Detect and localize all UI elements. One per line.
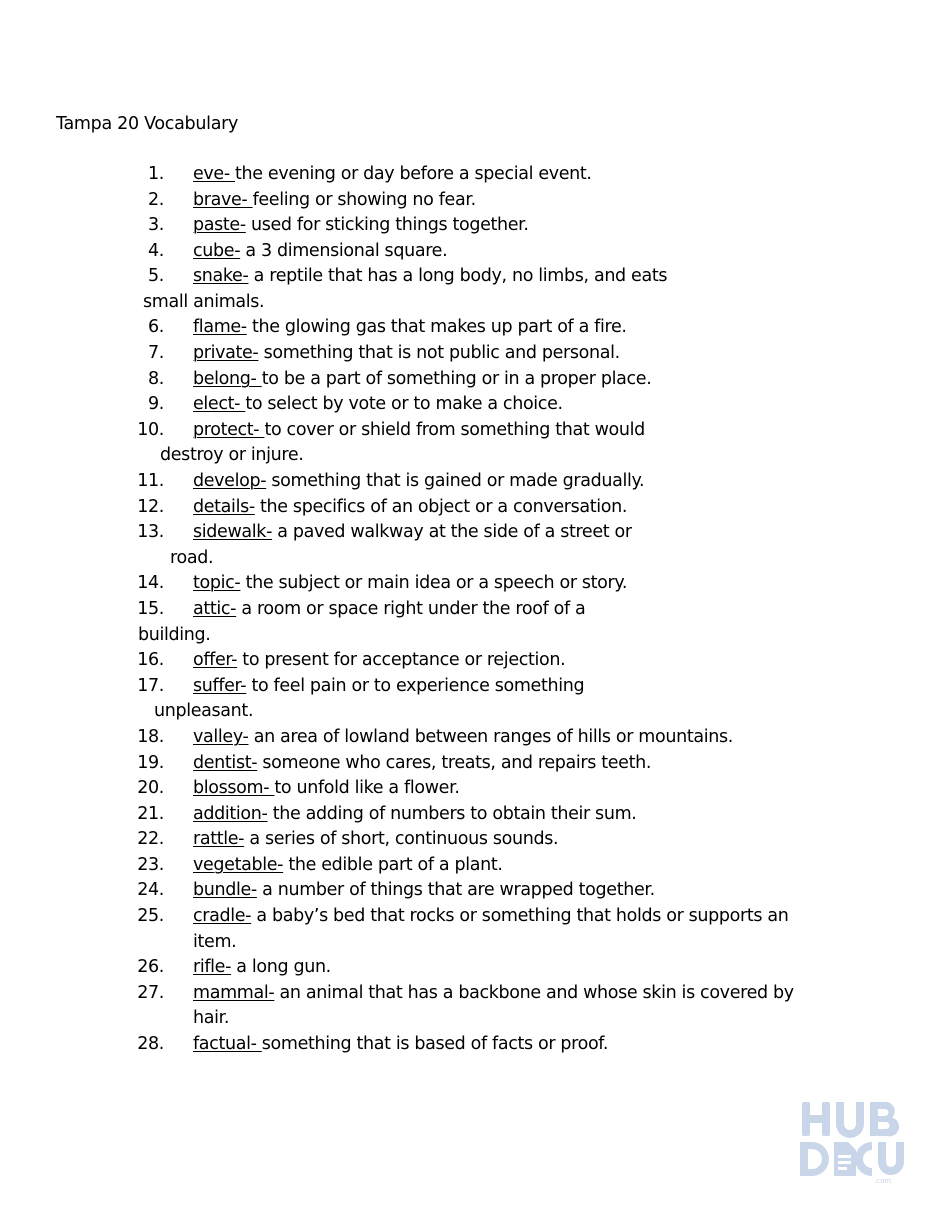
- list-item: [0, 676, 900, 697]
- item-text: [193, 599, 585, 620]
- item-number: 18.: [137, 727, 164, 747]
- list-item: [0, 522, 900, 543]
- list-item: [0, 573, 900, 594]
- definition: to select by vote or to make a choice.: [245, 394, 563, 414]
- item-number: 12.: [137, 497, 164, 517]
- definition-continuation: building.: [138, 625, 211, 645]
- vocab-term: belong-: [193, 369, 262, 389]
- list-item: [0, 1034, 900, 1055]
- definition: someone who cares, treats, and repairs teeth.: [257, 753, 652, 773]
- definition: to present for acceptance or rejection.: [237, 650, 566, 670]
- list-item: [0, 343, 900, 364]
- list-item: [0, 164, 900, 185]
- definition: a long gun.: [231, 957, 331, 977]
- vocab-term: vegetable-: [193, 855, 284, 875]
- list-item: [0, 369, 900, 390]
- definition: a baby’s bed that rocks or something that holds or supports an: [251, 906, 789, 926]
- item-number: 1.: [148, 164, 164, 184]
- page-title: Tampa 20 Vocabulary: [56, 114, 239, 134]
- item-text: [193, 650, 565, 671]
- list-item: [0, 983, 900, 1004]
- vocab-term: blossom-: [193, 778, 275, 798]
- item-continuation: [0, 548, 900, 569]
- list-item: [0, 471, 900, 492]
- vocab-term: suffer-: [193, 676, 247, 696]
- definition: the specifics of an object or a conversation.: [254, 497, 628, 517]
- vocab-term: protect-: [193, 420, 265, 440]
- item-number: 28.: [137, 1034, 164, 1054]
- item-number: 16.: [137, 650, 164, 670]
- item-text: [193, 394, 563, 415]
- list-item: [0, 317, 900, 338]
- list-item: [0, 266, 900, 287]
- item-number: 14.: [137, 573, 164, 593]
- definition: the adding of numbers to obtain their sum.: [267, 804, 637, 824]
- vocab-term: develop-: [193, 471, 267, 491]
- item-text: [193, 778, 460, 799]
- vocab-term: paste-: [193, 215, 246, 235]
- vocab-term: addition-: [193, 804, 268, 824]
- item-text: [193, 190, 476, 211]
- definition-continuation: item.: [193, 932, 237, 952]
- item-number: 27.: [137, 983, 164, 1003]
- definition: the evening or day before a special event.: [235, 164, 592, 184]
- item-number: 25.: [137, 906, 164, 926]
- item-number: 20.: [137, 778, 164, 798]
- item-text: [193, 957, 331, 978]
- list-item: [0, 778, 900, 799]
- vocab-term: topic-: [193, 573, 241, 593]
- item-number: 7.: [148, 343, 164, 363]
- item-number: 9.: [148, 394, 164, 414]
- item-continuation: [0, 292, 900, 313]
- item-continuation: [0, 1008, 900, 1029]
- list-item: [0, 753, 900, 774]
- item-number: 8.: [148, 369, 164, 389]
- list-item: [0, 727, 900, 748]
- definition-continuation: road.: [170, 548, 214, 568]
- item-number: 24.: [137, 880, 164, 900]
- definition: to unfold like a flower.: [274, 778, 460, 798]
- item-text: [193, 676, 584, 697]
- list-item: [0, 599, 900, 620]
- vocab-term: bundle-: [193, 880, 257, 900]
- item-number: 17.: [137, 676, 164, 696]
- item-text: [193, 906, 788, 927]
- list-item: [0, 957, 900, 978]
- definition: something that is based of facts or proof.: [261, 1034, 609, 1054]
- item-number: 23.: [137, 855, 164, 875]
- definition: a paved walkway at the side of a street or: [272, 522, 632, 542]
- vocab-term: dentist-: [193, 753, 258, 773]
- item-text: [193, 241, 447, 262]
- vocab-term: factual-: [193, 1034, 262, 1054]
- definition: a series of short, continuous sounds.: [244, 829, 559, 849]
- watermark-logo: [798, 1098, 906, 1184]
- list-item: [0, 420, 900, 441]
- vocab-term: offer-: [193, 650, 238, 670]
- item-text: [193, 471, 644, 492]
- item-text: [193, 343, 620, 364]
- item-number: 19.: [137, 753, 164, 773]
- item-text: [193, 855, 503, 876]
- vocab-term: cradle-: [193, 906, 252, 926]
- vocab-term: snake-: [193, 266, 249, 286]
- item-text: [193, 215, 529, 236]
- definition-continuation: destroy or injure.: [160, 445, 304, 465]
- item-continuation: [0, 701, 900, 722]
- list-item: [0, 394, 900, 415]
- definition: to be a part of something or in a proper place.: [261, 369, 652, 389]
- vocab-term: eve-: [193, 164, 236, 184]
- list-item: [0, 880, 900, 901]
- vocab-term: cube-: [193, 241, 241, 261]
- list-item: [0, 906, 900, 927]
- item-number: 15.: [137, 599, 164, 619]
- item-number: 11.: [137, 471, 164, 491]
- item-text: [193, 420, 645, 441]
- item-number: 21.: [137, 804, 164, 824]
- item-number: 3.: [148, 215, 164, 235]
- item-text: [193, 522, 632, 543]
- item-text: [193, 880, 655, 901]
- item-continuation: [0, 625, 900, 646]
- list-item: [0, 829, 900, 850]
- item-continuation: [0, 932, 900, 953]
- svg-text:.com: .com: [874, 1177, 892, 1184]
- definition: used for sticking things together.: [245, 215, 529, 235]
- definition: a reptile that has a long body, no limbs, and eats: [248, 266, 668, 286]
- definition: the glowing gas that makes up part of a fire.: [246, 317, 627, 337]
- vocab-term: brave-: [193, 190, 253, 210]
- vocab-term: rifle-: [193, 957, 232, 977]
- definition-continuation: unpleasant.: [154, 701, 254, 721]
- list-item: [0, 855, 900, 876]
- definition: an area of lowland between ranges of hills or mountains.: [248, 727, 733, 747]
- item-number: 10.: [137, 420, 164, 440]
- item-number: 5.: [148, 266, 164, 286]
- list-item: [0, 497, 900, 518]
- list-item: [0, 804, 900, 825]
- definition-continuation: hair.: [193, 1008, 230, 1028]
- list-item: [0, 190, 900, 211]
- vocab-term: sidewalk-: [193, 522, 273, 542]
- definition: something that is gained or made gradually.: [266, 471, 645, 491]
- list-item: [0, 215, 900, 236]
- list-item: [0, 241, 900, 262]
- vocab-term: details-: [193, 497, 255, 517]
- item-number: 2.: [148, 190, 164, 210]
- list-item: [0, 650, 900, 671]
- item-text: [193, 829, 558, 850]
- vocab-term: flame-: [193, 317, 247, 337]
- item-text: [193, 804, 636, 825]
- vocab-term: elect-: [193, 394, 246, 414]
- item-number: 13.: [137, 522, 164, 542]
- definition: a room or space right under the roof of a: [236, 599, 586, 619]
- definition: an animal that has a backbone and whose skin is covered by: [274, 983, 794, 1003]
- item-number: 4.: [148, 241, 164, 261]
- item-number: 26.: [137, 957, 164, 977]
- definition: feeling or showing no fear.: [252, 190, 476, 210]
- vocab-term: mammal-: [193, 983, 275, 1003]
- definition: a number of things that are wrapped together.: [256, 880, 655, 900]
- definition: to cover or shield from something that would: [264, 420, 645, 440]
- item-continuation: [0, 445, 900, 466]
- item-text: [193, 1034, 608, 1055]
- item-text: [193, 164, 592, 185]
- item-text: [193, 317, 627, 338]
- vocab-term: attic-: [193, 599, 237, 619]
- definition-continuation: small animals.: [143, 292, 265, 312]
- item-text: [193, 497, 627, 518]
- definition: a 3 dimensional square.: [240, 241, 448, 261]
- item-text: [193, 266, 667, 287]
- definition: to feel pain or to experience something: [246, 676, 585, 696]
- item-text: [193, 369, 651, 390]
- item-number: 6.: [148, 317, 164, 337]
- vocab-term: rattle-: [193, 829, 245, 849]
- item-text: [193, 983, 794, 1004]
- item-text: [193, 573, 627, 594]
- definition: the edible part of a plant.: [283, 855, 503, 875]
- vocab-term: private-: [193, 343, 259, 363]
- definition: the subject or main idea or a speech or story.: [240, 573, 628, 593]
- item-text: [193, 753, 651, 774]
- vocab-term: valley-: [193, 727, 249, 747]
- item-text: [193, 727, 733, 748]
- item-number: 22.: [137, 829, 164, 849]
- definition: something that is not public and personal.: [258, 343, 620, 363]
